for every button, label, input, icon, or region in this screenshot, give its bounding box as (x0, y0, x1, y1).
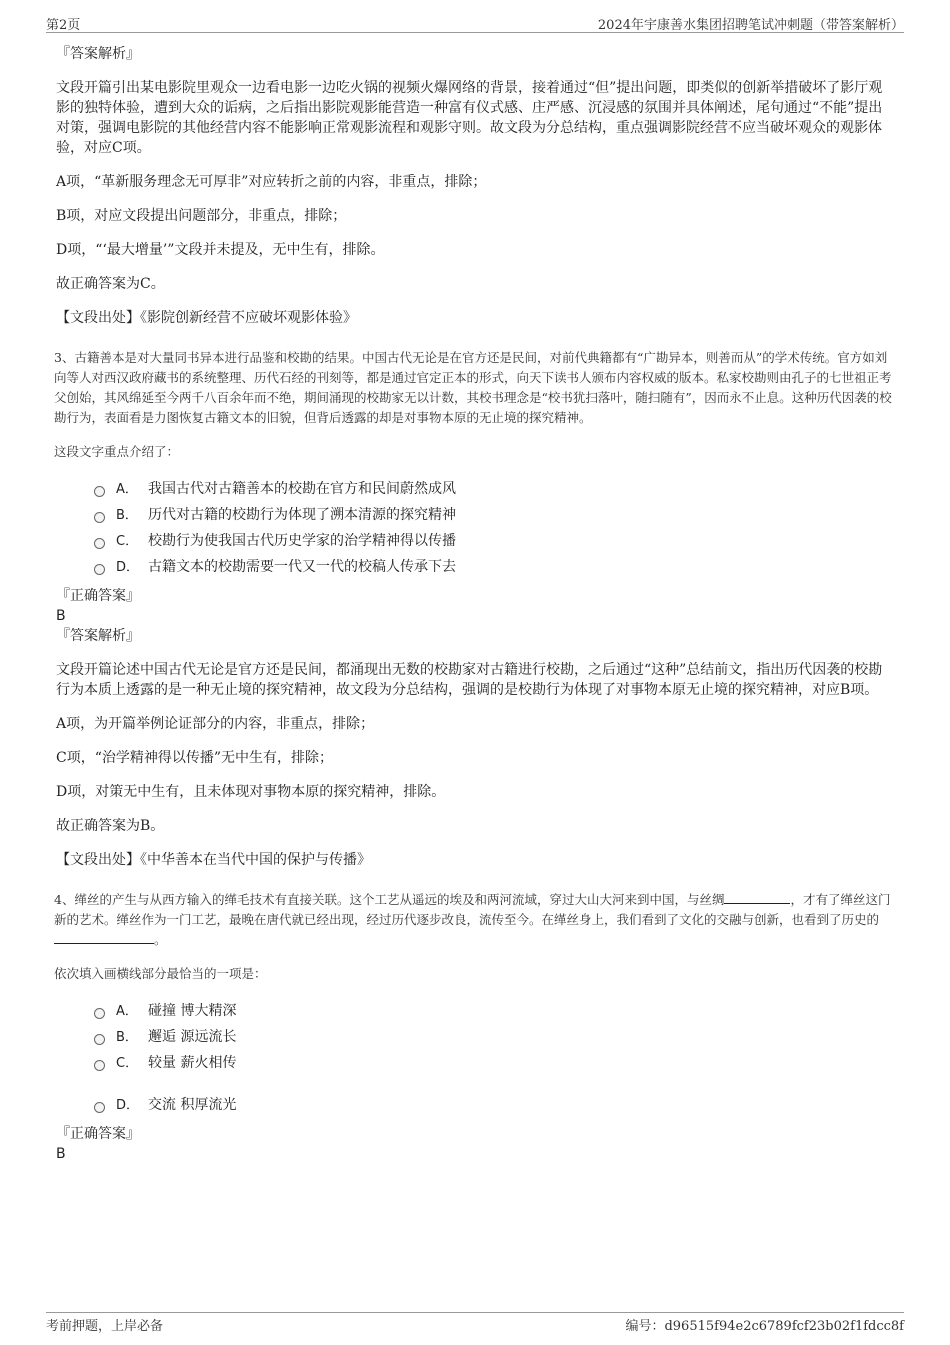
q3-answer: B (56, 608, 66, 624)
fill-blank-1 (724, 891, 790, 904)
q3-prompt: 这段文字重点介绍了： (54, 444, 180, 459)
q3-option-b[interactable]: B． 历代对古籍的校勘行为体现了溯本清源的探究精神 (94, 502, 896, 528)
q2-conclusion: 故正确答案为C。 (56, 276, 165, 292)
radio-icon[interactable] (94, 1102, 105, 1113)
radio-icon[interactable] (94, 538, 105, 549)
q2-line-b: B项，对应文段提出问题部分，非重点，排除； (56, 208, 347, 224)
radio-icon[interactable] (94, 1034, 105, 1045)
page-number: 第2页 (46, 18, 81, 33)
q3-conclusion: 故正确答案为B。 (56, 818, 165, 834)
document-body (56, 44, 896, 1164)
q3-answer-tag: 『正确答案』 (56, 588, 140, 604)
page-header (46, 12, 904, 33)
q4-answer-tag: 『正确答案』 (56, 1126, 140, 1142)
radio-icon[interactable] (94, 1008, 105, 1019)
q2-analysis: 文段开篇引出某电影院里观众一边看电影一边吃火锅的视频火爆网络的背景，接着通过“但”提出问题，即类似的创新举措破坏了影厅观影的独特体验，遭到大众的诟病，之后指出影院观影能营造一种富有仪式感、庄严感、沉浸感的氛围并具体阐述，尾句通过“不能”提出对策，强调电影院的其他经营内容不能影响正常观影流程和观影守则。故文段为分总结构，重点强调影院经营不应当破坏观众的观影体验，对应C项。 (56, 80, 883, 156)
page-footer (46, 1312, 904, 1337)
q3-line-c: C项，“治学精神得以传播”无中生有，排除； (56, 750, 334, 766)
q3-option-a[interactable]: A． 我国古代对古籍善本的校勘在官方和民间蔚然成风 (94, 476, 896, 502)
q4-option-b[interactable]: B． 邂逅 源远流长 (94, 1024, 896, 1050)
document-title: 2024年宇康善水集团招聘笔试冲刺题（带答案解析） (597, 18, 904, 33)
q4-stem: 4、缂丝的产生与从西方输入的缂毛技术有直接关联。这个工艺从遥远的埃及和两河流域，穿过大山大河来到中国，与丝绸 ，才有了缂丝这门新的艺术。缂丝作为一门工艺，最晚在唐代就已经出现，经过历代逐步改良，流传至今。在缂丝身上，我们看到了文化的交融与创新，也看到了历史的。 (54, 892, 891, 947)
q4-prompt: 依次填入画横线部分最恰当的一项是： (54, 966, 267, 981)
q2-source: 【文段出处】《影院创新经营不应破坏观影体验》 (56, 310, 357, 326)
q3-options (94, 476, 896, 580)
document-id: 编号：d96515f94e2c6789fcf23b02f1fdcc8f (625, 1319, 904, 1334)
q2-line-a: A项，“革新服务理念无可厚非”对应转折之前的内容，非重点，排除； (56, 174, 487, 190)
radio-icon[interactable] (94, 486, 105, 497)
q3-source: 【文段出处】《中华善本在当代中国的保护与传播》 (56, 852, 371, 868)
q4-answer: B (56, 1146, 66, 1162)
q3-line-d: D项，对策无中生有，且未体现对事物本原的探究精神，排除。 (56, 784, 446, 800)
q3-analysis: 文段开篇论述中国古代无论是官方还是民间，都涌现出无数的校勘家对古籍进行校勘，之后通过“这种”总结前文，指出历代因袭的校勘行为本质上透露的是一种无止境的探究精神，故文段为分总结构，强调的是校勘行为体现了对事物本原无止境的探究精神，对应B项。 (56, 662, 883, 698)
q3-line-a: A项，为开篇举例论证部分的内容，非重点，排除； (56, 716, 375, 732)
q4-option-a[interactable]: A． 碰撞 博大精深 (94, 998, 896, 1024)
footer-slogan: 考前押题，上岸必备 (46, 1319, 164, 1334)
q4-options (94, 998, 896, 1118)
q3-analysis-tag: 『答案解析』 (56, 628, 140, 644)
radio-icon[interactable] (94, 512, 105, 523)
q3-option-d[interactable]: D． 古籍文本的校勘需要一代又一代的校稿人传承下去 (94, 554, 896, 580)
q2-line-d: D项，“‘最大增量’”文段并未提及，无中生有，排除。 (56, 242, 385, 258)
q4-option-d[interactable]: D． 交流 积厚流光 (94, 1092, 896, 1118)
q3-stem: 3、古籍善本是对大量同书异本进行品鉴和校勘的结果。中国古代无论是在官方还是民间，对前代典籍都有“广勘异本，则善而从”的学术传统。官方如刘向等人对西汉政府藏书的系统整理、历代石经的刊刻等，都是通过官定正本的形式，向天下读书人颁布内容权威的版本。私家校勘则由孔子的七世祖正考父创始，其风绵延至今两千八百余年而不绝，期间涌现的校勘家无以计数，其校书理念是“校书犹扫落叶，随扫随有”，因而永不止息。这种历代因袭的校勘行为，表面看是力图恢复古籍文本的旧貌，但背后透露的却是对事物本原的无止境的探究精神。 (54, 350, 892, 425)
fill-blank-2 (54, 931, 154, 944)
q3-option-c[interactable]: C． 校勘行为使我国古代历史学家的治学精神得以传播 (94, 528, 896, 554)
q2-analysis-tag: 『答案解析』 (56, 46, 140, 62)
q4-option-c[interactable]: C． 较量 薪火相传 (94, 1050, 896, 1076)
radio-icon[interactable] (94, 564, 105, 575)
radio-icon[interactable] (94, 1060, 105, 1071)
